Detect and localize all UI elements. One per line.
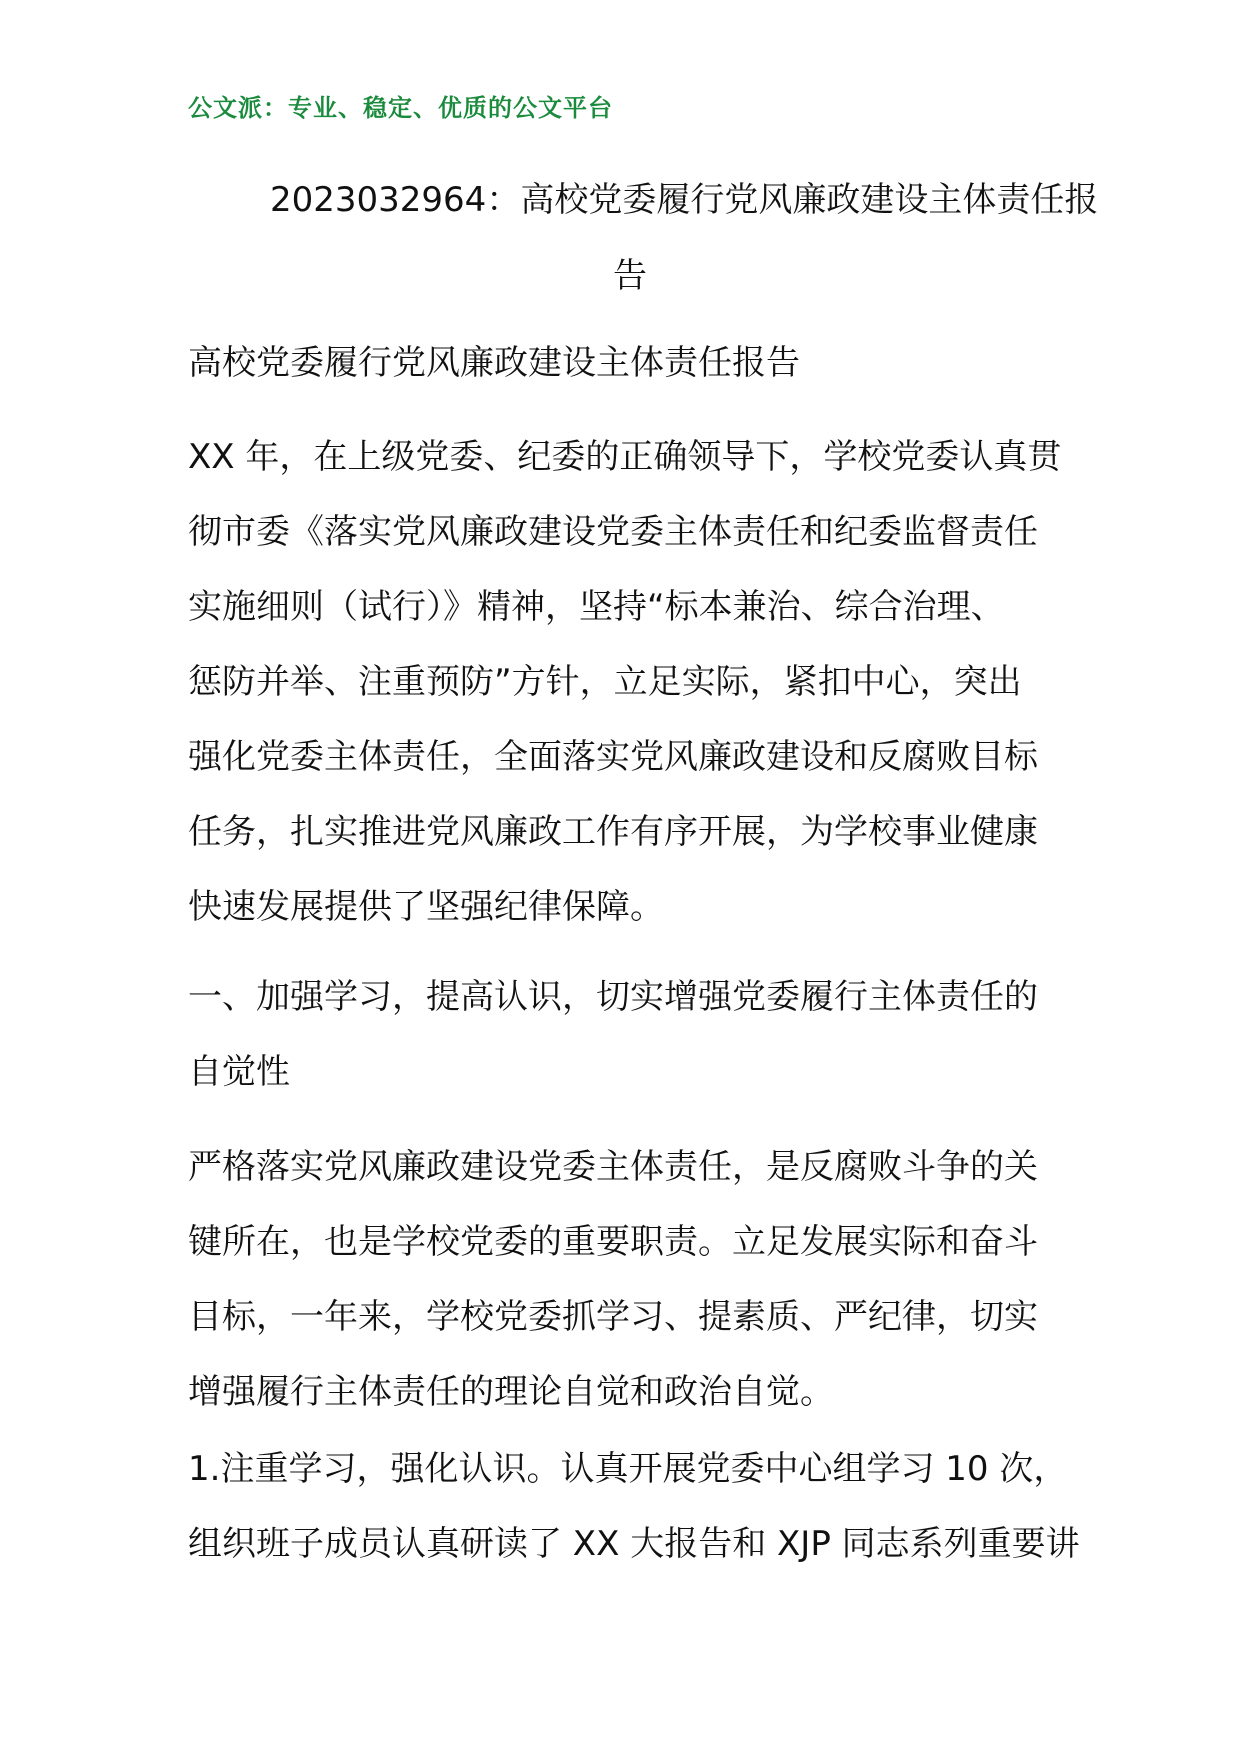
paragraph-line: 实施细则（试行）》精神，坚持“标本兼治、综合治理、 (188, 587, 1005, 627)
heading-line: 一、加强学习，提高认识，切实增强党委履行主体责任的 (188, 977, 1038, 1017)
paragraph-section-1 (188, 1130, 1068, 1430)
brand-header: 公文派：专业、稳定、优质的公文平台 (188, 94, 613, 122)
paragraph-line: 严格落实党风廉政建设党委主体责任，是反腐败斗争的关 (188, 1147, 1038, 1187)
paragraph-line: 增强履行主体责任的理论自觉和政治自觉。 (188, 1372, 834, 1412)
paragraph-line: 键所在，也是学校党委的重要职责。立足发展实际和奋斗 (188, 1222, 1038, 1262)
paragraph-item-1 (188, 1432, 1080, 1582)
paragraph-line: 惩防并举、注重预防”方针，立足实际，紧扣中心，突出 (188, 662, 1022, 702)
paragraph-line: XX 年，在上级党委、纪委的正确领导下，学校党委认真贯 (188, 437, 1062, 477)
document-title-continued: 告 (613, 256, 647, 296)
paragraph-line: 强化党委主体责任，全面落实党风廉政建设和反腐败目标 (188, 737, 1038, 777)
paragraph-line: 目标，一年来，学校党委抓学习、提素质、严纪律，切实 (188, 1297, 1038, 1337)
section-heading-1 (188, 960, 1068, 1110)
document-title: 2023032964：高校党委履行党风廉政建设主体责任报 (270, 180, 1099, 220)
heading-line: 自觉性 (188, 1052, 290, 1092)
paragraph-line: 1.注重学习，强化认识。认真开展党委中心组学习 10 次， (188, 1449, 1068, 1489)
paragraph-line: 快速发展提供了坚强纪律保障。 (188, 887, 664, 927)
document-subtitle: 高校党委履行党风廉政建设主体责任报告 (188, 343, 800, 383)
paragraph-line: 彻市委《落实党风廉政建设党委主体责任和纪委监督责任 (188, 512, 1038, 552)
paragraph-intro (188, 420, 1068, 945)
paragraph-line: 组织班子成员认真研读了 XX 大报告和 XJP 同志系列重要讲 (188, 1524, 1080, 1564)
paragraph-line: 任务，扎实推进党风廉政工作有序开展，为学校事业健康 (188, 812, 1038, 852)
